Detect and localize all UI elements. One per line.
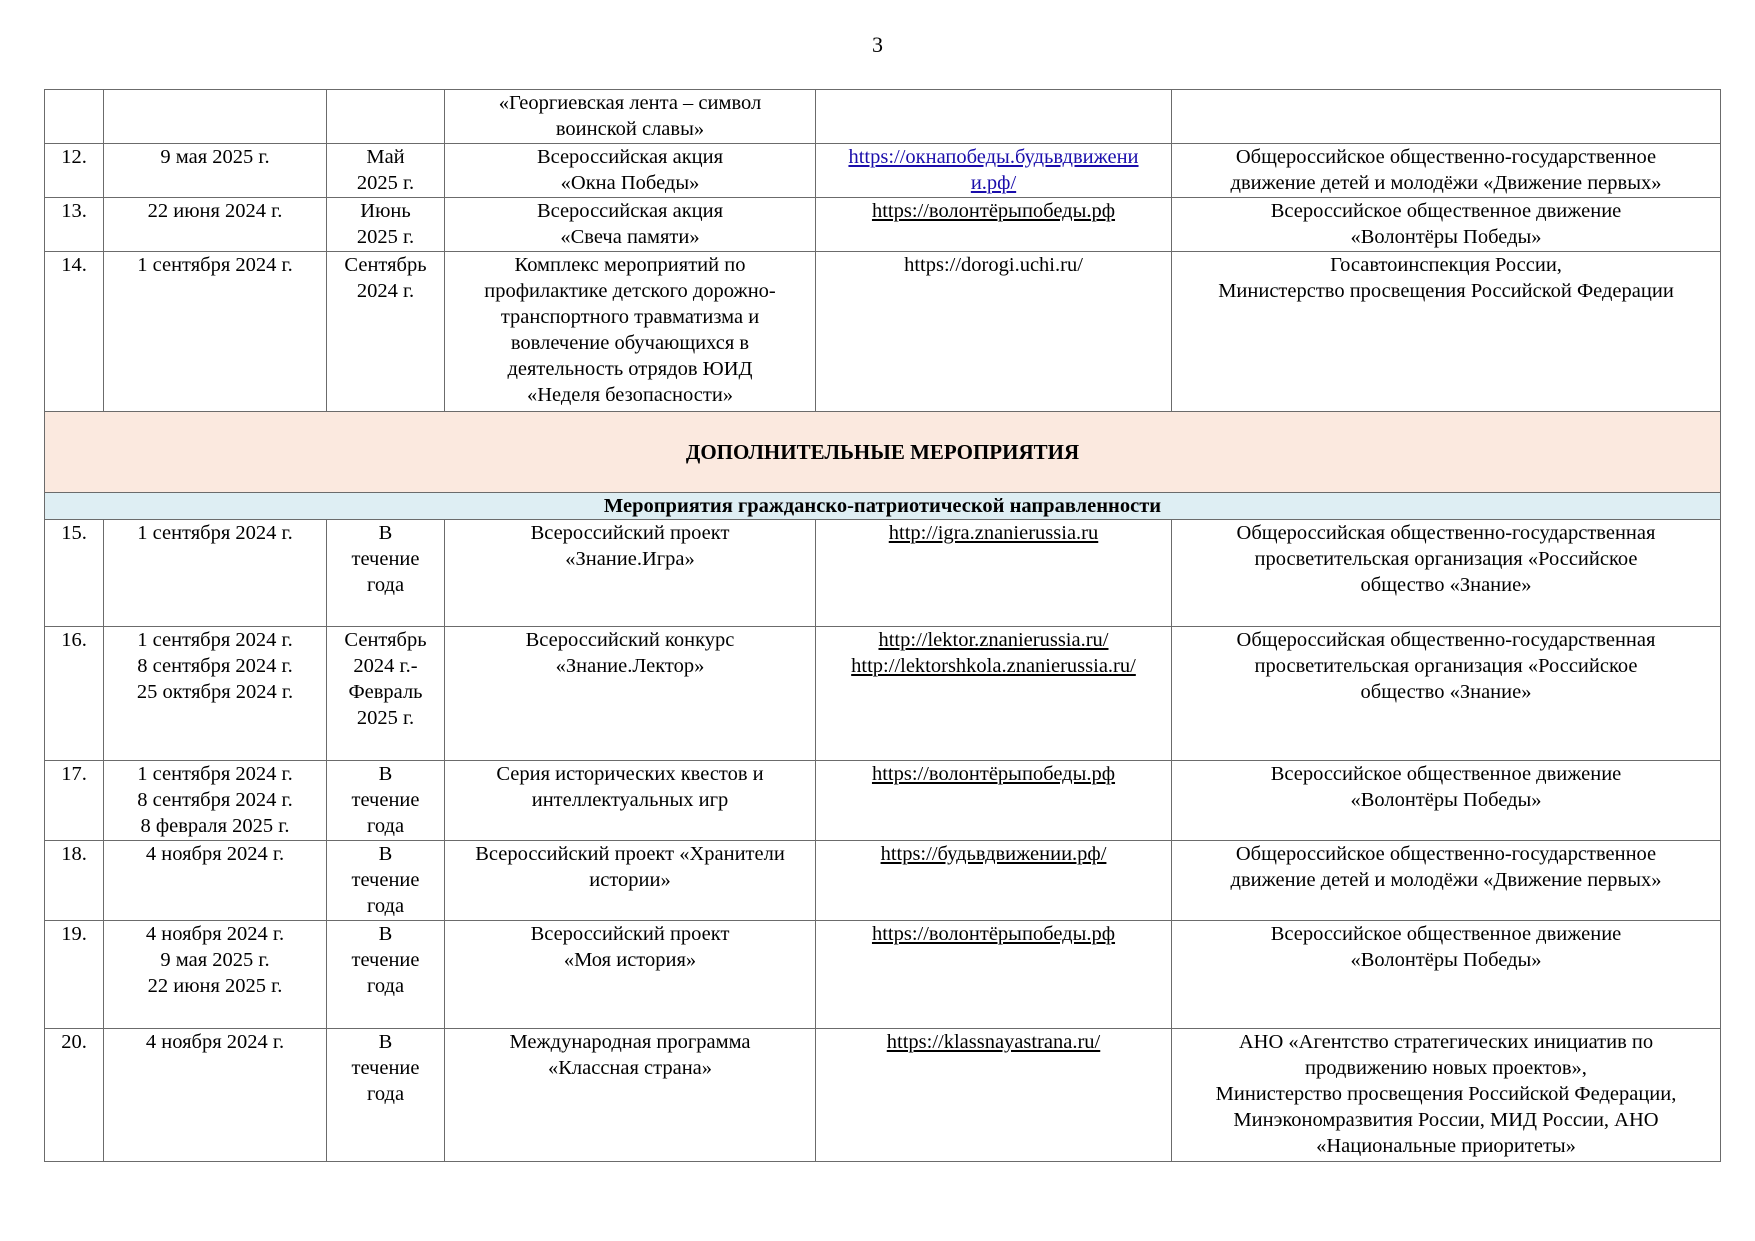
event-date-line: 9 мая 2025 г.	[160, 146, 270, 168]
organizer-line: Всероссийское общественное движение	[1270, 923, 1622, 945]
event-name-line: «Георгиевская лента – символ	[498, 92, 762, 114]
event-period-line: Июнь	[360, 200, 411, 222]
row-number	[45, 90, 104, 144]
event-period-line: течение	[351, 949, 420, 971]
event-name	[445, 520, 816, 627]
event-name-line: профилактике детского дорожно-	[484, 280, 776, 302]
organizer	[1172, 841, 1721, 921]
row-number	[45, 198, 104, 252]
table-row	[45, 90, 1721, 144]
event-date-line: 8 сентября 2024 г.	[137, 789, 293, 811]
section-title: ДОПОЛНИТЕЛЬНЫЕ МЕРОПРИЯТИЯ	[45, 412, 1721, 493]
row-number-line: 16.	[61, 629, 87, 651]
event-link-cell	[816, 198, 1172, 252]
row-number-line: 13.	[61, 200, 87, 222]
event-date-line: 1 сентября 2024 г.	[137, 763, 293, 785]
event-date-line: 1 сентября 2024 г.	[137, 254, 293, 276]
event-date-line: 4 ноября 2024 г.	[145, 1031, 285, 1053]
event-date-line: 8 февраля 2025 г.	[140, 815, 290, 837]
event-date	[104, 1029, 327, 1162]
row-number-line: 14.	[61, 254, 87, 276]
subsection-title: Мероприятия гражданско-патриотической направленности	[45, 493, 1721, 520]
event-name-line: транспортного травматизма и	[500, 306, 760, 328]
event-link: https://dorogi.uchi.ru/	[904, 254, 1083, 276]
event-period	[327, 841, 445, 921]
event-name-line: Всероссийский проект	[530, 522, 730, 544]
event-period-line: 2025 г.	[356, 172, 415, 194]
event-period-line: года	[366, 1083, 405, 1105]
event-period-line: Май	[366, 146, 405, 168]
organizer	[1172, 90, 1721, 144]
event-period	[327, 198, 445, 252]
event-period-line: Сентябрь	[344, 254, 427, 276]
event-date	[104, 921, 327, 1029]
row-number	[45, 1029, 104, 1162]
event-link-cell	[816, 90, 1172, 144]
event-date-line: 4 ноября 2024 г.	[145, 843, 285, 865]
event-period	[327, 90, 445, 144]
organizer-line: продвижению новых проектов»,	[1305, 1057, 1587, 1079]
event-name-line: интеллектуальных игр	[531, 789, 729, 811]
organizer	[1172, 761, 1721, 841]
event-period-line: течение	[351, 1057, 420, 1079]
event-date	[104, 198, 327, 252]
section-row	[45, 412, 1721, 493]
event-date	[104, 144, 327, 198]
event-date-line: 4 ноября 2024 г.	[145, 923, 285, 945]
event-date	[104, 761, 327, 841]
event-name-line: Всероссийский конкурс	[525, 629, 735, 651]
event-name-line: «Неделя безопасности»	[526, 384, 734, 406]
row-number-line: 12.	[61, 146, 87, 168]
event-link-cell	[816, 761, 1172, 841]
event-name	[445, 252, 816, 412]
event-period-line: 2024 г.-	[353, 655, 418, 677]
event-name-line: «Знание.Игра»	[565, 548, 695, 570]
event-name-line: «Окна Победы»	[560, 172, 700, 194]
organizer	[1172, 921, 1721, 1029]
event-link-cell	[816, 252, 1172, 412]
event-name	[445, 198, 816, 252]
event-name	[445, 761, 816, 841]
event-name-line: Всероссийский проект	[530, 923, 730, 945]
events-top	[45, 90, 1721, 412]
organizer	[1172, 252, 1721, 412]
organizer	[1172, 144, 1721, 198]
organizer-line: общество «Знание»	[1360, 574, 1532, 596]
organizer-line: движение детей и молодёжи «Движение первых»	[1230, 172, 1662, 194]
organizer-line: Общероссийская общественно-государственная	[1236, 629, 1656, 651]
event-link-cell	[816, 144, 1172, 198]
organizer-line: «Национальные приоритеты»	[1316, 1135, 1576, 1157]
organizer-line: Минэкономразвития России, МИД России, АНО	[1233, 1109, 1659, 1131]
organizer-line: просветительская организация «Российское	[1254, 548, 1638, 570]
event-date-line: 25 октября 2024 г.	[136, 681, 294, 703]
event-period-line: Февраль	[348, 681, 423, 703]
event-name-line: Всероссийский проект «Хранители	[475, 843, 785, 865]
event-name-line: истории»	[589, 869, 671, 891]
event-period-line: года	[366, 815, 405, 837]
table-row	[45, 144, 1721, 198]
event-name-line: Всероссийская акция	[536, 146, 724, 168]
organizer-line: Министерство просвещения Российской Федерации	[1218, 280, 1674, 302]
row-number-line: 19.	[61, 923, 87, 945]
organizer-line: «Волонтёры Победы»	[1350, 226, 1542, 248]
organizer-line: Общероссийское общественно-государственное	[1235, 146, 1657, 168]
event-period-line: течение	[351, 869, 420, 891]
row-number-line: 20.	[61, 1031, 87, 1053]
event-period-line: года	[366, 975, 405, 997]
event-period	[327, 252, 445, 412]
organizer-line: Всероссийское общественное движение	[1270, 763, 1622, 785]
event-period-line: 2025 г.	[356, 707, 415, 729]
table-row	[45, 761, 1721, 841]
organizer-line: Госавтоинспекция России,	[1330, 254, 1562, 276]
event-period	[327, 761, 445, 841]
event-period-line: 2024 г.	[356, 280, 415, 302]
event-name-line: Серия исторических квестов и	[496, 763, 764, 785]
events-bottom	[45, 520, 1721, 1162]
subsection-row	[45, 493, 1721, 520]
event-period-line: года	[366, 574, 405, 596]
event-link-cell	[816, 520, 1172, 627]
event-date-line: 22 июня 2025 г.	[147, 975, 283, 997]
event-name	[445, 627, 816, 761]
organizer-line: «Волонтёры Победы»	[1350, 949, 1542, 971]
row-number-line: 18.	[61, 843, 87, 865]
event-name	[445, 90, 816, 144]
event-period-line: течение	[351, 548, 420, 570]
event-period-line: В	[378, 522, 393, 544]
row-number	[45, 144, 104, 198]
event-link[interactable]: https://klassnayastrana.ru/	[886, 1031, 1101, 1053]
event-period	[327, 921, 445, 1029]
event-name-line: «Моя история»	[563, 949, 697, 971]
organizer	[1172, 198, 1721, 252]
event-date	[104, 252, 327, 412]
organizer-line: просветительская организация «Российское	[1254, 655, 1638, 677]
event-period-line: Сентябрь	[344, 629, 427, 651]
event-date	[104, 90, 327, 144]
organizer-line: Общероссийское общественно-государственное	[1235, 843, 1657, 865]
organizer-line: «Волонтёры Победы»	[1350, 789, 1542, 811]
organizer-line: Министерство просвещения Российской Федерации,	[1215, 1083, 1677, 1105]
event-period	[327, 144, 445, 198]
event-link[interactable]: https://волонтёрыпобеды.рф	[871, 200, 1116, 222]
event-link-cell	[816, 1029, 1172, 1162]
event-date	[104, 520, 327, 627]
table-row	[45, 841, 1721, 921]
event-name-line: «Знание.Лектор»	[555, 655, 705, 677]
event-name-line: Международная программа	[509, 1031, 751, 1053]
event-link[interactable]: https://волонтёрыпобеды.рф	[871, 923, 1116, 945]
event-date	[104, 627, 327, 761]
event-link[interactable]: http://igra.znanierussia.ru	[888, 522, 1099, 544]
event-name-line: деятельность отрядов ЮИД	[507, 358, 753, 380]
event-name-line: воинской славы»	[555, 118, 705, 140]
event-link-cell	[816, 921, 1172, 1029]
event-name-line: «Свеча памяти»	[560, 226, 700, 248]
event-period-line: В	[378, 763, 393, 785]
event-period-line: В	[378, 1031, 393, 1053]
organizer	[1172, 520, 1721, 627]
row-number	[45, 520, 104, 627]
row-number	[45, 921, 104, 1029]
organizer-line: Общероссийская общественно-государственная	[1236, 522, 1656, 544]
event-date-line: 8 сентября 2024 г.	[137, 655, 293, 677]
event-name	[445, 144, 816, 198]
event-name	[445, 921, 816, 1029]
table-row	[45, 1029, 1721, 1162]
table-row	[45, 520, 1721, 627]
organizer-line: Всероссийское общественное движение	[1270, 200, 1622, 222]
event-date-line: 1 сентября 2024 г.	[137, 629, 293, 651]
event-name-line: «Классная страна»	[547, 1057, 713, 1079]
event-name	[445, 1029, 816, 1162]
event-period	[327, 1029, 445, 1162]
event-period-line: года	[366, 895, 405, 917]
organizer-line: движение детей и молодёжи «Движение первых»	[1230, 869, 1662, 891]
row-number	[45, 761, 104, 841]
row-number	[45, 841, 104, 921]
event-link[interactable]: http://lektorshkola.znanierussia.ru/	[851, 655, 1136, 677]
events-table	[44, 89, 1721, 1162]
event-link-cell	[816, 627, 1172, 761]
event-name-line: Всероссийская акция	[536, 200, 724, 222]
event-link[interactable]: https://волонтёрыпобеды.рф	[871, 763, 1116, 785]
table-row	[45, 198, 1721, 252]
table-row	[45, 921, 1721, 1029]
event-name-line: Комплекс мероприятий по	[514, 254, 746, 276]
event-period-line: В	[378, 843, 393, 865]
page-number: 3	[872, 32, 883, 57]
event-date-line: 9 мая 2025 г.	[160, 949, 270, 971]
event-period-line: 2025 г.	[356, 226, 415, 248]
event-link-cell	[816, 841, 1172, 921]
row-number-line: 17.	[61, 763, 87, 785]
event-period-line: В	[378, 923, 393, 945]
event-date	[104, 841, 327, 921]
event-date-line: 22 июня 2024 г.	[147, 200, 283, 222]
event-name-line: вовлечение обучающихся в	[510, 332, 750, 354]
table-row	[45, 252, 1721, 412]
organizer-line: АНО «Агентство стратегических инициатив по	[1238, 1031, 1654, 1053]
organizer	[1172, 1029, 1721, 1162]
row-number-line: 15.	[61, 522, 87, 544]
event-link[interactable]: http://lektor.znanierussia.ru/	[878, 629, 1109, 651]
event-date-line: 1 сентября 2024 г.	[137, 522, 293, 544]
event-period-line: течение	[351, 789, 420, 811]
event-period	[327, 520, 445, 627]
table-row	[45, 627, 1721, 761]
row-number	[45, 627, 104, 761]
event-link[interactable]: https://будьвдвижении.рф/	[880, 843, 1107, 865]
row-number	[45, 252, 104, 412]
event-link[interactable]: и.рф/	[970, 172, 1017, 194]
organizer-line: общество «Знание»	[1360, 681, 1532, 703]
event-name	[445, 841, 816, 921]
organizer	[1172, 627, 1721, 761]
event-link[interactable]: https://окнапобеды.будьвдвижени	[848, 146, 1139, 168]
event-period	[327, 627, 445, 761]
